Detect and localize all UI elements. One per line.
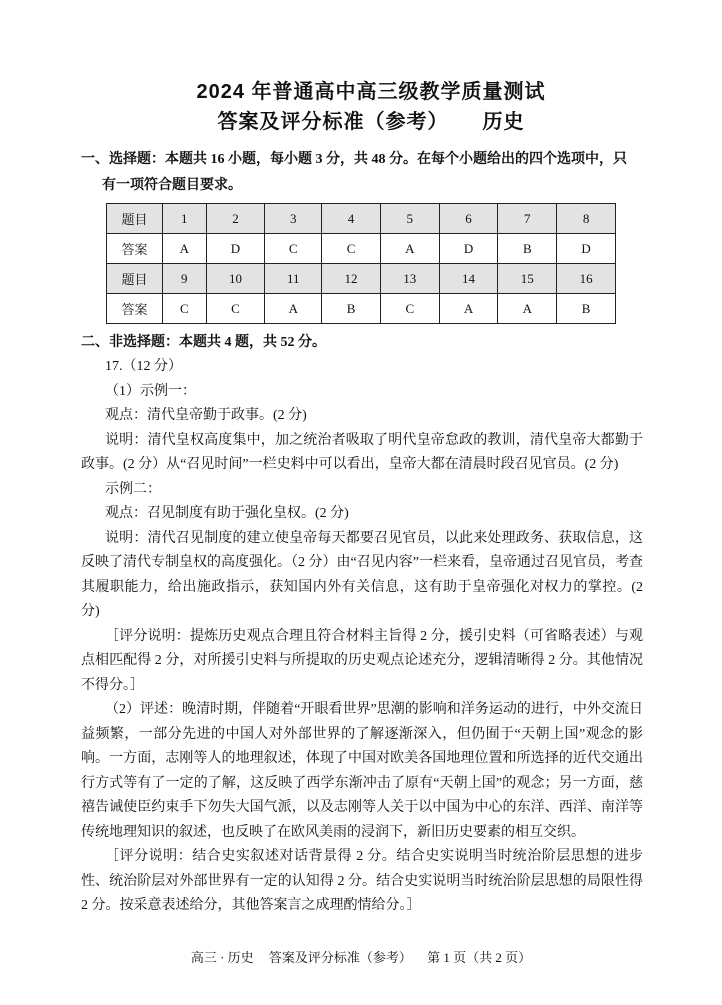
table-cell: 5: [380, 204, 439, 234]
table-row: [107, 264, 616, 294]
table-cell: C: [322, 234, 381, 264]
row-label: 答案: [107, 294, 163, 324]
document-title: 2024 年普通高中高三级教学质量测试: [196, 81, 546, 103]
table-cell: D: [206, 234, 265, 264]
table-row: [107, 204, 616, 234]
answer-paragraph: 示例二：: [105, 481, 161, 497]
table-cell: 7: [498, 204, 557, 234]
table-cell: A: [439, 294, 498, 324]
answer-paragraph: ［评分说明：结合史实叙述对话背景得 2 分。结合史实说明当时统治阶层思想的进步性、统治阶层对外部世界有一定的认知得 2 分。结合史实说明当时统治阶层思想的局限性得 2 分。按采意表述给分，其他答案言之成理酌情给分。］: [81, 849, 643, 913]
subject-name: 历史: [482, 111, 525, 133]
answer-paragraph: 观点：清代皇帝勤于政事。(2 分): [105, 408, 307, 423]
answer-paragraph: 说明：清代皇权高度集中，加之统治者吸取了明代皇帝怠政的教训，清代皇帝大都勤于政事。(2 分）从“召见时间”一栏史料中可以看出，皇帝大都在清晨时段召见官员。(2 分): [81, 432, 643, 472]
answer-paragraph: ［评分说明：提炼历史观点合理且符合材料主旨得 2 分，援引史料（可省略表述）与观点相匹配得 2 分，对所援引史料与所提取的历史观点论述充分，逻辑清晰得 2 分。其他情况不得分。］: [81, 628, 643, 693]
section2-heading: 二、非选择题：本题共 4 题，共 52 分。: [81, 335, 326, 350]
table-cell: 15: [498, 264, 557, 294]
table-cell: 12: [322, 264, 381, 294]
answer-paragraph: （2）评述：晚清时期，伴随着“开眼看世界”思潮的影响和洋务运动的进行，中外交流日益频繁，一部分先进的中国人对外部世界的了解逐渐深入，但仍囿于“天朝上国”观念的影响。一方面，志刚等人的地理叙述，体现了中国对欧美各国地理位置和所选择的近代交通出行方式等有了一定的了解，这反映了西学东渐冲击了原有“天朝上国”的观念；另一方面，慈禧告诫使臣约束手下勿失大国气派，以及志刚等人关于以中国为中心的东洋、西洋、南洋等传统地理知识的叙述，也反映了在欧风美雨的浸润下，新旧历史要素的相互交织。: [81, 702, 643, 840]
table-cell: C: [380, 294, 439, 324]
table-cell: 4: [322, 204, 381, 234]
footer-course: 高三 · 历史: [190, 950, 254, 965]
table-cell: D: [557, 234, 616, 264]
table-cell: 16: [557, 264, 616, 294]
row-label: 答案: [107, 234, 163, 264]
table-cell: 3: [265, 204, 322, 234]
footer-doc: 答案及评分标准（参考）: [268, 950, 412, 965]
table-cell: A: [163, 234, 207, 264]
section1-heading-line1: 一、选择题：本题共 16 小题，每小题 3 分，共 48 分。在每个小题给出的四个选项中，只: [81, 152, 627, 167]
table-cell: C: [265, 234, 322, 264]
answer-paragraph: 观点：召见制度有助于强化皇权。(2 分): [105, 506, 349, 521]
table-cell: 11: [265, 264, 322, 294]
table-cell: 6: [439, 204, 498, 234]
page-footer: [0, 947, 722, 966]
table-cell: 2: [206, 204, 265, 234]
table-cell: B: [557, 294, 616, 324]
footer-page: 第 1 页（共 2 页）: [427, 950, 532, 965]
table-cell: 14: [439, 264, 498, 294]
row-label: 题目: [107, 264, 163, 294]
table-cell: 10: [206, 264, 265, 294]
table-cell: B: [322, 294, 381, 324]
document-subtitle: [0, 105, 722, 134]
section1-heading: [81, 147, 646, 199]
table-cell: D: [439, 234, 498, 264]
row-label: 题目: [107, 204, 163, 234]
table-cell: 9: [163, 264, 207, 294]
table-cell: A: [498, 294, 557, 324]
table-row: [107, 234, 616, 264]
table-cell: A: [265, 294, 322, 324]
section1-heading-line2: 有一项符合题目要求。: [102, 178, 242, 193]
answer-paragraph: 17.（12 分）: [105, 359, 182, 374]
table-cell: A: [380, 234, 439, 264]
table-row: [107, 294, 616, 324]
answer-body: [81, 355, 643, 919]
answer-paragraph: （1）示例一：: [105, 383, 196, 399]
answer-table: [106, 203, 616, 324]
table-cell: 13: [380, 264, 439, 294]
table-cell: C: [163, 294, 207, 324]
table-cell: B: [498, 234, 557, 264]
table-cell: 8: [557, 204, 616, 234]
subtitle-text: 答案及评分标准（参考）: [217, 111, 449, 133]
answer-paragraph: 说明：清代召见制度的建立使皇帝每天都要召见官员，以此来处理政务、获取信息，这反映了清代专制皇权的高度强化。（2 分）由“召见内容”一栏来看，皇帝通过召见官员，考查其履职能力，给出施政指示，获知国内外有关信息，这有助于皇帝强化对权力的掌控。(2 分): [81, 530, 643, 619]
table-cell: C: [206, 294, 265, 324]
table-cell: 1: [163, 204, 207, 234]
